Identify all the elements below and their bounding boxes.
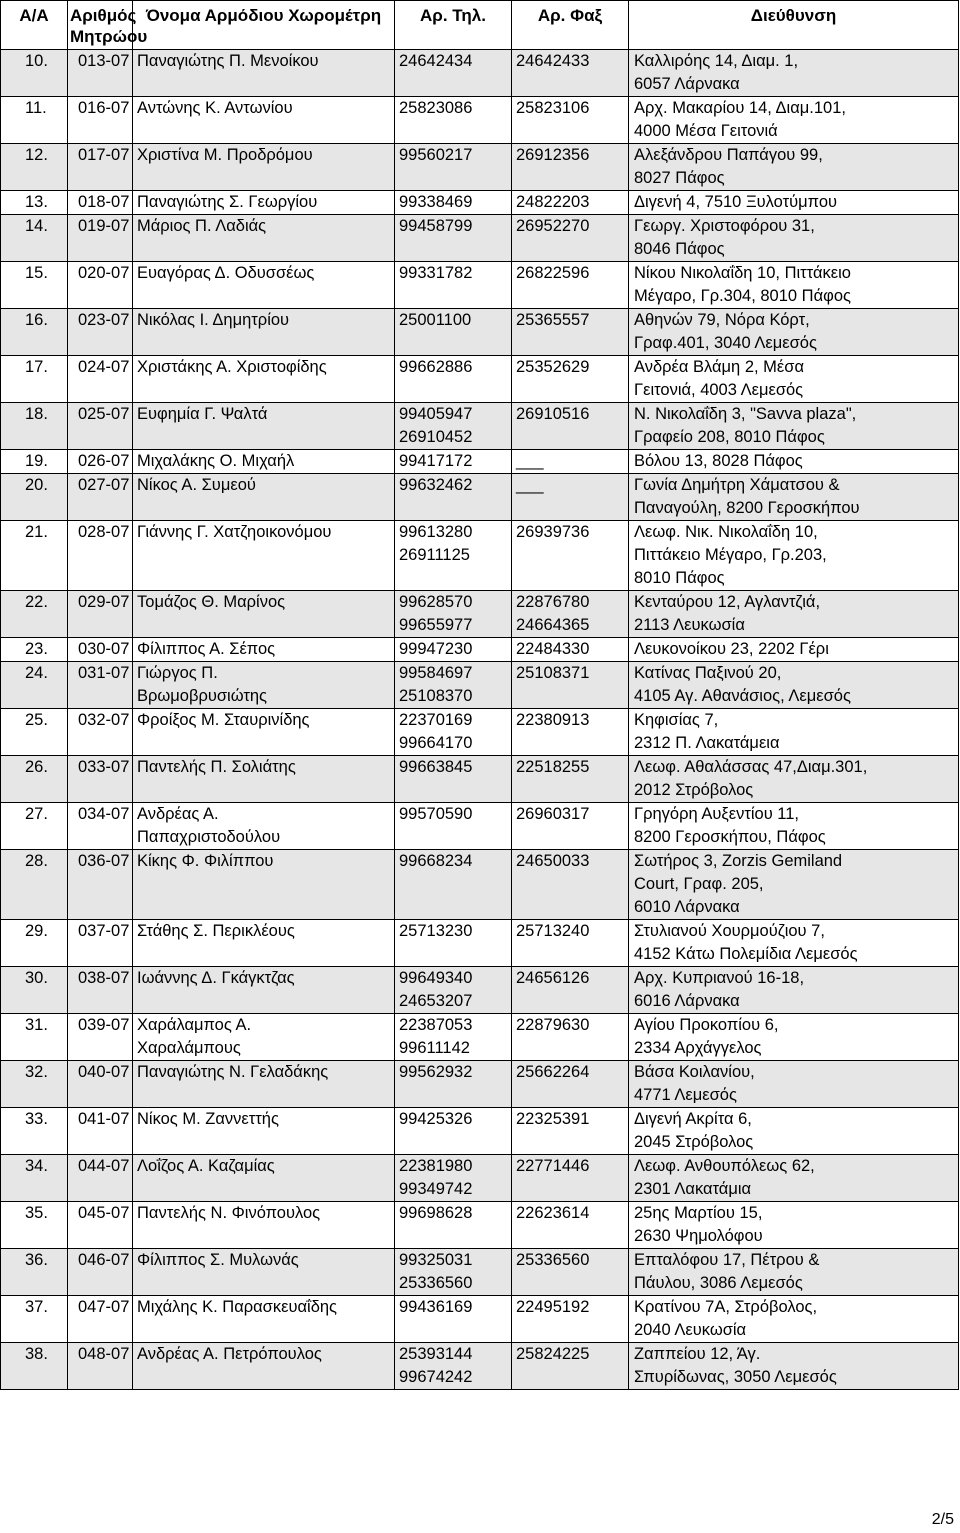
table-row (1, 450, 959, 474)
surveyor-name: Παντελής Π. Σολιάτης (133, 756, 395, 803)
surveyor-name: Ανδρέας Α. Πετρόπουλος (133, 1343, 395, 1390)
phone-number: 99562932 (395, 1061, 512, 1108)
phone-number: 99560217 (395, 144, 512, 191)
surveyor-name: Φίλιππος Α. Σέπος (133, 638, 395, 662)
phone-number: 22370169 99664170 (395, 709, 512, 756)
registry-number: 027-07 (68, 474, 133, 521)
fax-number: 24642433 (512, 50, 629, 97)
fax-number: 25336560 (512, 1249, 629, 1296)
registry-number: 048-07 (68, 1343, 133, 1390)
address: Αρχ. Μακαρίου 14, Διαμ.101, 4000 Μέσα Γειτονιά (629, 97, 959, 144)
table-row (1, 1061, 959, 1108)
row-index: 36. (1, 1249, 68, 1296)
address: 25ης Μαρτίου 15, 2630 Ψημολόφου (629, 1202, 959, 1249)
row-index: 33. (1, 1108, 68, 1155)
fax-number: 22876780 24664365 (512, 591, 629, 638)
fax-number: 22325391 (512, 1108, 629, 1155)
fax-number: 22484330 (512, 638, 629, 662)
phone-number: 22387053 99611142 (395, 1014, 512, 1061)
phone-number: 25393144 99674242 (395, 1343, 512, 1390)
surveyor-name: Χριστίνα Μ. Προδρόμου (133, 144, 395, 191)
address: Βόλου 13, 8028 Πάφος (629, 450, 959, 474)
registry-number: 030-07 (68, 638, 133, 662)
phone-number: 99325031 25336560 (395, 1249, 512, 1296)
table-row (1, 638, 959, 662)
fax-number: 24650033 (512, 850, 629, 920)
registry-number: 039-07 (68, 1014, 133, 1061)
table-row (1, 1343, 959, 1390)
phone-number: 99649340 24653207 (395, 967, 512, 1014)
table-row (1, 591, 959, 638)
fax-number: 25365557 (512, 309, 629, 356)
fax-number: 26910516 (512, 403, 629, 450)
surveyor-name: Ευφημία Γ. Ψαλτά (133, 403, 395, 450)
page-number: 2/5 (931, 1511, 954, 1528)
row-index: 19. (1, 450, 68, 474)
registry-number: 047-07 (68, 1296, 133, 1343)
address: Ανδρέα Βλάμη 2, Μέσα Γειτονιά, 4003 Λεμεσός (629, 356, 959, 403)
surveyor-name: Χαράλαμπος Α. Χαραλάμπους (133, 1014, 395, 1061)
registry-number: 041-07 (68, 1108, 133, 1155)
address: Γωνία Δημήτρη Χάματσου & Παναγούλη, 8200 Γεροσκήπου (629, 474, 959, 521)
address: Ν. Νικολαΐδη 3, "Savva plaza", Γραφείο 208, 8010 Πάφος (629, 403, 959, 450)
address: Κατίνας Παξινού 20, 4105 Αγ. Αθανάσιος, Λεμεσός (629, 662, 959, 709)
row-index: 29. (1, 920, 68, 967)
surveyor-name: Λοΐζος Α. Καζαμίας (133, 1155, 395, 1202)
surveyor-name: Παναγιώτης Π. Μενοίκου (133, 50, 395, 97)
address: Διγενή 4, 7510 Ξυλοτύμπου (629, 191, 959, 215)
table-row (1, 1296, 959, 1343)
registry-number: 033-07 (68, 756, 133, 803)
phone-number: 99632462 (395, 474, 512, 521)
phone-number: 99425326 (395, 1108, 512, 1155)
address: Κενταύρου 12, Αγλαντζιά, 2113 Λευκωσία (629, 591, 959, 638)
fax-number: 25108371 (512, 662, 629, 709)
registry-number: 045-07 (68, 1202, 133, 1249)
registry-number: 029-07 (68, 591, 133, 638)
registry-number: 040-07 (68, 1061, 133, 1108)
row-index: 22. (1, 591, 68, 638)
surveyor-name: Ευαγόρας Δ. Οδυσσέως (133, 262, 395, 309)
surveyor-name: Νίκος Α. Συμεού (133, 474, 395, 521)
table-header-row (1, 1, 959, 50)
fax-number: 22518255 (512, 756, 629, 803)
table-row (1, 803, 959, 850)
address: Στυλιανού Χουρμούζιου 7, 4152 Κάτω Πολεμίδια Λεμεσός (629, 920, 959, 967)
phone-number: 99698628 (395, 1202, 512, 1249)
table-row (1, 215, 959, 262)
surveyor-name: Μιχάλης Κ. Παρασκευαΐδης (133, 1296, 395, 1343)
address: Αθηνών 79, Νόρα Κόρτ, Γραφ.401, 3040 Λεμεσός (629, 309, 959, 356)
phone-number: 99668234 (395, 850, 512, 920)
phone-number: 99947230 (395, 638, 512, 662)
row-index: 38. (1, 1343, 68, 1390)
registry-number: 046-07 (68, 1249, 133, 1296)
registry-number: 016-07 (68, 97, 133, 144)
row-index: 30. (1, 967, 68, 1014)
phone-number: 99436169 (395, 1296, 512, 1343)
address: Καλλιρόης 14, Διαμ. 1, 6057 Λάρνακα (629, 50, 959, 97)
surveyor-name: Νικόλας Ι. Δημητρίου (133, 309, 395, 356)
row-index: 14. (1, 215, 68, 262)
fax-number: ___ (512, 450, 629, 474)
surveyor-name: Χριστάκης Α. Χριστοφίδης (133, 356, 395, 403)
row-index: 17. (1, 356, 68, 403)
phone-number: 99331782 (395, 262, 512, 309)
fax-number: 26960317 (512, 803, 629, 850)
phone-number: 99628570 99655977 (395, 591, 512, 638)
surveyor-name: Γιώργος Π. Βρωμοβρυσιώτης (133, 662, 395, 709)
header-fax: Αρ. Φαξ (512, 1, 629, 50)
fax-number: 22771446 (512, 1155, 629, 1202)
phone-number: 24642434 (395, 50, 512, 97)
address: Αγίου Προκοπίου 6, 2334 Αρχάγγελος (629, 1014, 959, 1061)
table-row (1, 920, 959, 967)
fax-number: 25823106 (512, 97, 629, 144)
row-index: 13. (1, 191, 68, 215)
fax-number: 22623614 (512, 1202, 629, 1249)
row-index: 37. (1, 1296, 68, 1343)
registry-number: 037-07 (68, 920, 133, 967)
surveyor-name: Ιωάννης Δ. Γκάγκτζας (133, 967, 395, 1014)
registry-number: 017-07 (68, 144, 133, 191)
fax-number: 26939736 (512, 521, 629, 591)
row-index: 12. (1, 144, 68, 191)
row-index: 21. (1, 521, 68, 591)
fax-number: 25662264 (512, 1061, 629, 1108)
table-row (1, 191, 959, 215)
address: Αλεξάνδρου Παπάγου 99, 8027 Πάφος (629, 144, 959, 191)
address: Επταλόφου 17, Πέτρου & Πάυλου, 3086 Λεμεσός (629, 1249, 959, 1296)
address: Λεωφ. Νικ. Νικολαΐδη 10, Πιττάκειο Μέγαρο, Γρ.203, 8010 Πάφος (629, 521, 959, 591)
fax-number: 25352629 (512, 356, 629, 403)
registry-number: 018-07 (68, 191, 133, 215)
table-row (1, 1014, 959, 1061)
registry-number: 034-07 (68, 803, 133, 850)
address: Αρχ. Κυπριανού 16-18, 6016 Λάρνακα (629, 967, 959, 1014)
surveyor-name: Νίκος Μ. Ζαννεττής (133, 1108, 395, 1155)
fax-number: 22380913 (512, 709, 629, 756)
table-row (1, 709, 959, 756)
registry-number: 036-07 (68, 850, 133, 920)
row-index: 32. (1, 1061, 68, 1108)
registry-number: 032-07 (68, 709, 133, 756)
surveyor-name: Αντώνης Κ. Αντωνίου (133, 97, 395, 144)
address: Λεωφ. Ανθουπόλεως 62, 2301 Λακατάμια (629, 1155, 959, 1202)
row-index: 31. (1, 1014, 68, 1061)
table-row (1, 850, 959, 920)
row-index: 27. (1, 803, 68, 850)
fax-number: 26822596 (512, 262, 629, 309)
row-index: 11. (1, 97, 68, 144)
phone-number: 99338469 (395, 191, 512, 215)
surveyor-name: Φίλιππος Σ. Μυλωνάς (133, 1249, 395, 1296)
row-index: 35. (1, 1202, 68, 1249)
registry-number: 044-07 (68, 1155, 133, 1202)
address: Γρηγόρη Αυξεντίου 11, 8200 Γεροσκήπου, Πάφος (629, 803, 959, 850)
address: Ζαππείου 12, Άγ. Σπυρίδωνας, 3050 Λεμεσός (629, 1343, 959, 1390)
table-row (1, 97, 959, 144)
registry-number: 028-07 (68, 521, 133, 591)
fax-number: 26952270 (512, 215, 629, 262)
fax-number: 24656126 (512, 967, 629, 1014)
fax-number: 22879630 (512, 1014, 629, 1061)
surveyor-name: Γιάννης Γ. Χατζηοικονόμου (133, 521, 395, 591)
table-row (1, 403, 959, 450)
fax-number: 24822203 (512, 191, 629, 215)
table-row (1, 474, 959, 521)
surveyor-name: Κίκης Φ. Φιλίππου (133, 850, 395, 920)
header-phone: Αρ. Τηλ. (395, 1, 512, 50)
address: Λεωφ. Αθαλάσσας 47,Διαμ.301, 2012 Στρόβολος (629, 756, 959, 803)
phone-number: 99613280 26911125 (395, 521, 512, 591)
table-row (1, 1108, 959, 1155)
table-row (1, 967, 959, 1014)
registry-number: 020-07 (68, 262, 133, 309)
table-row (1, 521, 959, 591)
registry-number: 013-07 (68, 50, 133, 97)
address: Βάσα Κοιλανίου, 4771 Λεμεσός (629, 1061, 959, 1108)
fax-number: 25713240 (512, 920, 629, 967)
surveyor-name: Παναγιώτης Σ. Γεωργίου (133, 191, 395, 215)
phone-number: 99570590 (395, 803, 512, 850)
address: Σωτήρος 3, Zorzis Gemiland Court, Γραφ. 205, 6010 Λάρνακα (629, 850, 959, 920)
phone-number: 25713230 (395, 920, 512, 967)
registry-number: 025-07 (68, 403, 133, 450)
table-row (1, 356, 959, 403)
row-index: 15. (1, 262, 68, 309)
header-surveyor-name: Όνομα Αρμόδιου Χωρομέτρη (133, 1, 395, 50)
row-index: 34. (1, 1155, 68, 1202)
surveyor-name: Μάριος Π. Λαδιάς (133, 215, 395, 262)
address: Κηφισίας 7, 2312 Π. Λακατάμεια (629, 709, 959, 756)
registry-number: 024-07 (68, 356, 133, 403)
registry-number: 023-07 (68, 309, 133, 356)
table-row (1, 262, 959, 309)
phone-number: 99663845 (395, 756, 512, 803)
fax-number: 25824225 (512, 1343, 629, 1390)
phone-number: 99584697 25108370 (395, 662, 512, 709)
phone-number: 22381980 99349742 (395, 1155, 512, 1202)
row-index: 25. (1, 709, 68, 756)
row-index: 18. (1, 403, 68, 450)
table-row (1, 1155, 959, 1202)
phone-number: 99417172 (395, 450, 512, 474)
surveyor-name: Τομάζος Θ. Μαρίνος (133, 591, 395, 638)
table-body (1, 50, 959, 1390)
phone-number: 99662886 (395, 356, 512, 403)
surveyor-name: Ανδρέας Α. Παπαχριστοδούλου (133, 803, 395, 850)
phone-number: 25823086 (395, 97, 512, 144)
surveyor-name: Παντελής Ν. Φινόπουλος (133, 1202, 395, 1249)
header-index: Α/Α (1, 1, 68, 50)
table-row (1, 756, 959, 803)
table-row (1, 144, 959, 191)
surveyor-name: Μιχαλάκης Ο. Μιχαήλ (133, 450, 395, 474)
row-index: 16. (1, 309, 68, 356)
row-index: 23. (1, 638, 68, 662)
row-index: 26. (1, 756, 68, 803)
phone-number: 99458799 (395, 215, 512, 262)
address: Νίκου Νικολαΐδη 10, Πιττάκειο Μέγαρο, Γρ.304, 8010 Πάφος (629, 262, 959, 309)
address: Λευκονοίκου 23, 2202 Γέρι (629, 638, 959, 662)
surveyor-name: Παναγιώτης Ν. Γελαδάκης (133, 1061, 395, 1108)
address: Κρατίνου 7Α, Στρόβολος, 2040 Λευκωσία (629, 1296, 959, 1343)
registry-number: 031-07 (68, 662, 133, 709)
surveyor-name: Φροίξος Μ. Σταυρινίδης (133, 709, 395, 756)
phone-number: 99405947 26910452 (395, 403, 512, 450)
table-row (1, 662, 959, 709)
table-row (1, 309, 959, 356)
header-registry-number: Αριθμός Μητρώου (68, 1, 133, 50)
row-index: 28. (1, 850, 68, 920)
address: Διγενή Ακρίτα 6, 2045 Στρόβολος (629, 1108, 959, 1155)
registry-number: 038-07 (68, 967, 133, 1014)
row-index: 24. (1, 662, 68, 709)
phone-number: 25001100 (395, 309, 512, 356)
registry-number: 019-07 (68, 215, 133, 262)
row-index: 10. (1, 50, 68, 97)
table-row (1, 50, 959, 97)
surveyor-name: Στάθης Σ. Περικλέους (133, 920, 395, 967)
registry-number: 026-07 (68, 450, 133, 474)
table-row (1, 1249, 959, 1296)
table-row (1, 1202, 959, 1249)
header-address: Διεύθυνση (629, 1, 959, 50)
fax-number: 22495192 (512, 1296, 629, 1343)
fax-number: ___ (512, 474, 629, 521)
address: Γεωργ. Χριστοφόρου 31, 8046 Πάφος (629, 215, 959, 262)
fax-number: 26912356 (512, 144, 629, 191)
row-index: 20. (1, 474, 68, 521)
